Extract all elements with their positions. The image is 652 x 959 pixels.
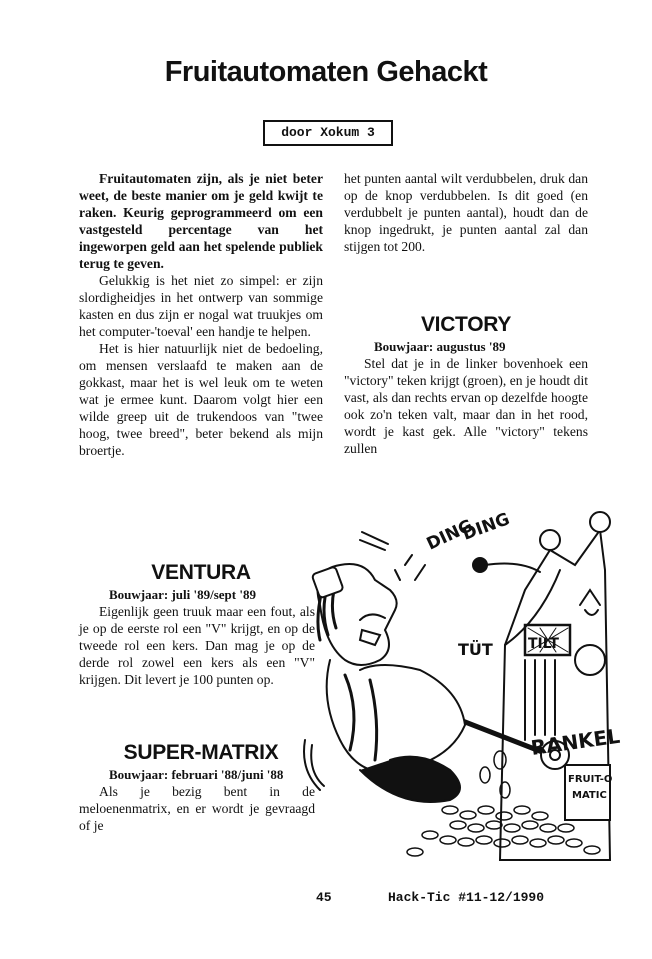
section-heading: VENTURA xyxy=(151,561,251,584)
continuation-paragraph: het punten aantal wilt verdubbelen, druk dan op de knop verdubbelen. Is dit goed (en verdubbelt je punten aantal), houdt dan de knop ingedrukt, je punten aantal zal dan stijgen tot 200. xyxy=(344,171,588,254)
intro-paragraph: Het is hier natuurlijk niet de bedoeling, om mensen verslaafd te maken aan de gokkast, maar het is wel leuk om te weten wat je ermee kunt. Daarom volgt hier een wilde greep uit de trukendoos van "twee hoog, twee breed", beter bekend als mijn broertje. xyxy=(79,341,323,458)
article-title: Fruitautomaten Gehackt xyxy=(164,56,488,88)
cartoon-machine-sign: TILT xyxy=(528,636,559,652)
cartoon-sound-tut: TÜT xyxy=(458,640,493,659)
cartoon-machine-label: MATIC xyxy=(572,790,607,801)
section-body: Stel dat je in de linker bovenhoek een "victory" teken krijgt (groen), en je houdt dit vast, als dan rechts ervan op dezelfde hoogte ook zo'n teken valt, maar dan in het rood, wordt je kast gek. Alle "victory" tekens zullen xyxy=(344,356,588,456)
section-heading: SUPER-MATRIX xyxy=(123,741,279,764)
cartoon-drawing xyxy=(300,510,645,870)
cartoon-illustration xyxy=(300,510,645,870)
byline-box: door Xokum 3 xyxy=(263,120,393,146)
section-body: Als je bezig bent in de meloenenmatrix, en er wordt je gevraagd of je xyxy=(79,784,315,833)
bouwjaar-line: Bouwjaar: juli '89/sept '89 xyxy=(109,587,256,602)
cartoon-sound-rankel: RANKEL xyxy=(529,723,622,760)
cartoon-sound-ding: DING xyxy=(459,510,513,545)
cartoon-sound-ding: DING xyxy=(423,515,477,555)
continuation-column xyxy=(344,170,588,255)
section-body: Eigenlijk geen truuk maar een fout, als je op de eerste rol een "V" krijgt, en op de tweede rol een kers. Dan mag je op de derde rol zowel een kers als een "V" krijgen. Dit levert je 100 punten op. xyxy=(79,604,315,687)
section-victory xyxy=(344,312,588,457)
section-super-matrix xyxy=(79,740,323,834)
intro-paragraph-lead: Fruitautomaten zijn, als je niet beter weet, de beste manier om je geld kwijt te raken. Keurig geprogrammeerd om een vastgesteld percentage van het ingeworpen geld aan het spelende publiek terug te geven. xyxy=(79,171,323,271)
bouwjaar-line: Bouwjaar: augustus '89 xyxy=(374,339,506,354)
cartoon-machine-label: FRUIT-O xyxy=(568,774,613,785)
page-number: 45 xyxy=(316,890,332,905)
section-ventura xyxy=(79,560,323,688)
section-heading: VICTORY xyxy=(420,313,512,336)
bouwjaar-line: Bouwjaar: februari '88/juni '88 xyxy=(109,767,284,782)
magazine-issue: Hack-Tic #11-12/1990 xyxy=(388,890,545,905)
intro-paragraph: Gelukkig is het niet zo simpel: er zijn slordigheidjes in het ontwerp van sommige kasten en dus zijn er nogal wat truukjes om het computer-'toeval' een handje te helpen. xyxy=(79,273,323,339)
intro-column xyxy=(79,170,323,459)
